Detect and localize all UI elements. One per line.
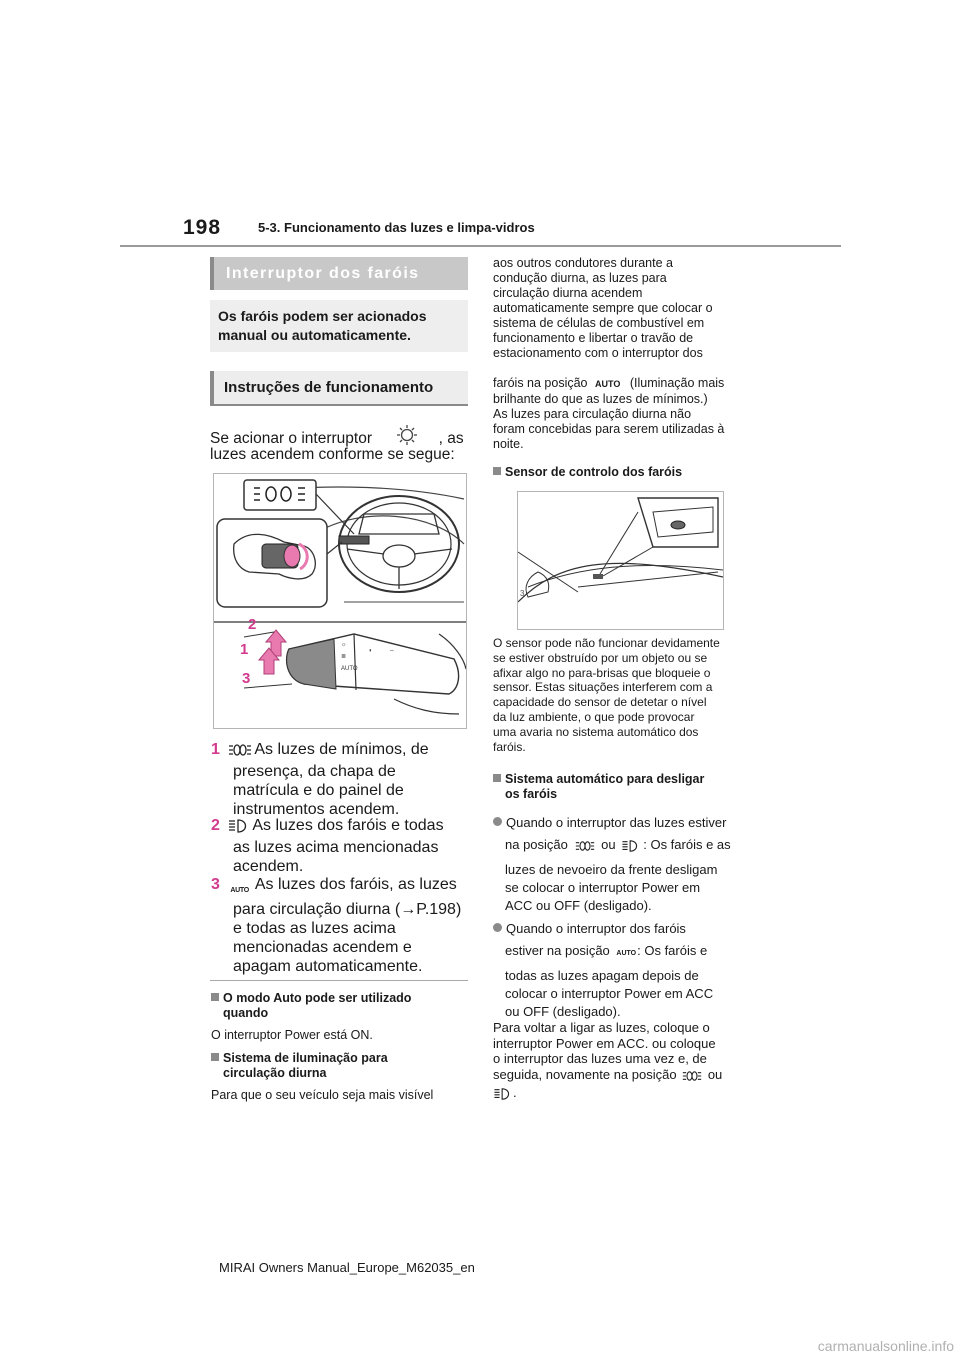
drl-title [211,1051,469,1081]
svg-text:3: 3 [520,589,525,598]
square-bullet-icon [211,993,219,1001]
round-bullet-icon [493,817,502,826]
item-text: mencionadas acendem e [233,939,412,956]
parking-lights-icon [682,1070,702,1086]
text-line: o interruptor das luzes uma vez e, de [493,1051,707,1066]
item-text: e todas as luzes acima [233,920,396,937]
parking-lights-icon [228,743,252,762]
text-line: sensor. Estas situações interferem com a [493,680,713,695]
auto-icon: AUTO [616,950,637,957]
headlights-icon [228,819,250,838]
item-number: 1 [211,741,220,758]
text-line: luzes de nevoeiro da frente desligam [505,862,718,877]
parking-lights-icon [575,839,595,857]
text-line: todas as luzes apagam depois de [505,968,699,983]
text-line: estiver na posição [505,943,610,958]
text-line: seguida, novamente na posição [493,1066,677,1082]
text-line: condução diurna, as luzes para [493,271,667,285]
text-line: (Iluminação mais [629,376,725,390]
section-title: 5-3. Funcionamento das luzes e limpa-vidros [258,220,535,235]
item-text: acendem. [233,858,304,875]
headlights-icon [493,1088,513,1104]
text-line: . [513,1085,517,1100]
text-line: noite. [493,437,524,451]
headlight-switch-illustration [213,473,467,729]
para-text-a: Se acionar o interruptor [210,430,372,447]
text-line: : Os faróis e [637,943,708,958]
title-text: Sensor de controlo dos faróis [505,465,683,479]
headlights-icon [621,839,641,857]
square-bullet-icon [211,1053,219,1061]
text-line: : Os faróis e as [643,837,731,852]
item-text: As luzes de mínimos, de [254,741,429,758]
title-text: Sistema de iluminação para [223,1051,388,1065]
title-text: quando [223,1006,269,1020]
text-line: circulação diurna acendem [493,286,643,300]
text-line: afixar algo no para-brisas que bloqueie o [493,665,711,680]
text-line: na posição [505,837,568,852]
auto-mode-title [211,991,469,1021]
sensor-drawing [518,492,723,629]
sensor-illustration [517,491,724,630]
item-text: As luzes dos faróis e todas [252,817,444,834]
list-item-1 [211,740,471,819]
text-line: faróis na posição [493,376,588,390]
drl-continued [493,256,753,361]
sensor-title [493,465,682,480]
text-line: faróis. [493,739,526,754]
text-line: Quando o interruptor dos faróis [506,921,686,936]
title-text: circulação diurna [223,1066,327,1080]
item-text: As luzes dos faróis, as luzes [254,876,457,893]
main-heading: Interruptor dos faróis [210,257,468,290]
text-line: interruptor Power em ACC. ou coloque [493,1035,716,1051]
text-line: automaticamente sempre que colocar o [493,301,713,315]
text-line: aos outros condutores durante a [493,256,673,270]
text-line: uma avaria no sistema automático dos [493,724,699,739]
text-line: capacidade do sensor de detetar o nível [493,695,707,710]
text-line: ou [707,1066,723,1082]
text-line: foram concebidas para serem utilizadas à [493,422,725,436]
divider [210,980,468,981]
text-line: O sensor pode não funcionar devidamente [493,636,720,650]
arrow-icon: → [400,901,417,918]
text-line: se estiver obstruído por um objeto ou se [493,650,708,665]
round-bullet-icon [493,923,502,932]
title-text: os faróis [505,787,558,801]
page-ref-link[interactable]: P.198) [416,901,462,918]
drl-text: Para que o seu veículo seja mais visível [211,1088,434,1102]
item-number: 2 [211,817,220,834]
sensor-text [493,636,755,754]
item-text: apagam automaticamente. [233,958,423,975]
text-line: se colocar o interruptor Power em [505,880,701,895]
text-line: ou [601,837,616,852]
closing-paragraph [493,1020,755,1104]
list-item-2 [211,816,471,876]
svg-text:AUTO: AUTO [341,666,358,672]
sub-heading: Instruções de funcionamento [210,371,468,404]
text-line: sistema de células de combustível em [493,316,705,330]
text-line: estacionamento com o interruptor dos [493,346,703,360]
list-item-3 [211,875,481,976]
text-line: Quando o interruptor das luzes estiver [506,815,727,830]
para-text-b: , as [438,430,464,447]
svg-text:◐: ◐ [369,648,373,654]
svg-text:⇔: ⇔ [389,648,395,654]
headlight-switch-drawing [214,474,466,728]
item-text: matrícula e do painel de [233,782,404,799]
item-text: presença, da chapa de [233,763,396,780]
square-bullet-icon [493,774,501,782]
header-rule [120,245,841,247]
watermark: carmanualsonline.info [817,1338,954,1354]
intro-box: Os faróis podem ser acionados manual ou automaticamente. [210,300,468,352]
text-line: funcionamento e libertar o travão de [493,331,694,345]
title-text: Sistema automático para desligar [505,772,705,786]
text-line: ACC ou OFF (desligado). [505,898,652,913]
para-line-2: luzes acendem conforme se segue: [210,446,455,463]
item-text: para circulação diurna ( [233,901,401,918]
drl-continued-2 [493,376,753,452]
page-number: 198 [183,216,222,239]
diagram-label-3: 3 [242,670,251,687]
item-text: instrumentos acendem. [233,801,400,818]
auto-mode-text: O interruptor Power está ON. [211,1028,373,1042]
text-line: Para voltar a ligar as luzes, coloque o [493,1020,710,1035]
diagram-label-2: 2 [248,616,257,633]
auto-icon: AUTO [230,887,249,894]
footer: MIRAI Owners Manual_Europe_M62035_en [219,1260,475,1275]
text-line: ou OFF (desligado). [505,1004,621,1019]
item-number: 3 [211,876,220,893]
text-line: brilhante do que as luzes de mínimos.) [493,392,708,406]
text-line: As luzes para circulação diurna não [493,407,692,421]
text-line: colocar o interruptor Power em ACC [505,986,714,1001]
bullet-1 [493,814,755,915]
title-text: O modo Auto pode ser utilizado [223,991,412,1005]
text-line: da luz ambiente, o que pode provocar [493,709,695,724]
auto-icon: AUTO [595,379,621,389]
sub-heading-rule [210,404,468,406]
bullet-2 [493,920,755,1021]
diagram-label-1: 1 [240,641,249,658]
item-text: as luzes acima mencionadas [233,839,439,856]
square-bullet-icon [493,467,501,475]
auto-off-title [493,772,753,802]
svg-text:≣: ≣ [341,654,347,660]
svg-text:☼: ☼ [341,642,347,648]
